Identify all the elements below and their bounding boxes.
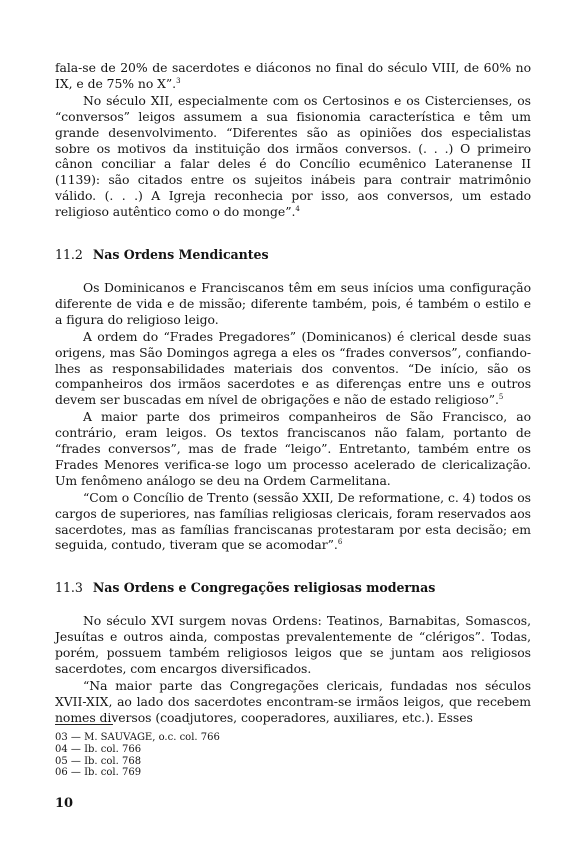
paragraph xyxy=(55,409,531,489)
paragraph-text: fala-se de 20% de sacerdotes e diáconos no final do século VIII, de 60% no IX, e de 75% no X”. xyxy=(55,60,531,91)
paragraph xyxy=(55,280,531,328)
paragraph-text: A ordem do “Frades Pregadores” (Dominicanos) é clerical desde suas origens, mas São Domingos agrega a eles os “frades conversos”, confiando-lhes as responsabilidades materiais dos conventos. “De início, são os companheiros dos irmãos sacerdotes e as diferenças entre uns e outros devem ser buscadas em nível de obrigações e não de estado religioso”. xyxy=(55,328,531,408)
section-heading xyxy=(55,247,531,263)
section-heading xyxy=(55,580,531,596)
paragraph xyxy=(55,490,531,554)
page-number: 10 xyxy=(55,796,74,811)
paragraph xyxy=(55,329,531,409)
footnote: 04 — Ib. col. 766 xyxy=(55,743,142,755)
section-number: 11.2 xyxy=(55,247,83,263)
main-text xyxy=(55,60,531,726)
paragraph-text: A maior parte dos primeiros companheiros de São Francisco, ao contrário, eram leigos. Os textos franciscanos não falam, portanto de “frades conversos”, mas de frade “leigo”. Entretanto, também entre os Frades Menores verifica-se logo um processo acelerado de clericalização. Um fenômeno análogo se deu na Ordem Carmelitana. xyxy=(55,409,531,488)
footnote-ref: 5 xyxy=(498,393,504,402)
paragraph xyxy=(55,678,531,726)
paragraph xyxy=(55,93,531,220)
footnote-divider xyxy=(55,724,113,725)
paragraph xyxy=(55,613,531,677)
paragraph-text: No século XVI surgem novas Ordens: Teatinos, Barnabitas, Somascos, Jesuítas e outros ainda, compostas prevalentemente de “clérigos”. Todas, porém, possuem também religiosos leigos que se juntam aos religiosos sacerdotes, com encargos diversificados. xyxy=(55,613,531,676)
footnotes xyxy=(55,732,220,779)
paragraph-text: “Na maior parte das Congregações clericais, fundadas nos séculos XVII-XIX, ao lado dos sacerdotes encontram-se irmãos leigos, que recebem nomes diversos (coadjutores, cooperadores, auxiliares, etc.). Esses xyxy=(55,677,531,725)
paragraph-text: No século XII, especialmente com os Certosinos e os Cistercienses, os “conversos” leigos assumem a sua fisionomia característica e têm um grande desenvolvimento. “Diferentes são as opiniões dos especialistas sobre os motivos da instituição dos irmãos conversos. (. . .) O primeiro cânon conciliar a falar deles é do Concílio ecumênico Lateranense II (1139): são citados entre os sujeitos inábeis para contrair matrimônio válido. (. . .) A Igreja reconhecia por isso, aos conversos, um estado religioso autêntico como o do monge”. xyxy=(55,92,531,220)
paragraph-text: Os Dominicanos e Franciscanos têm em seus inícios uma configuração diferente de vida e de missão; diferente também, pois, é também o estilo e a figura do religioso leigo. xyxy=(55,279,531,327)
footnote-ref: 4 xyxy=(295,205,300,214)
section-number: 11.3 xyxy=(55,580,83,596)
footnote: 06 — Ib. col. 769 xyxy=(55,767,142,779)
footnote: 03 — M. SAUVAGE, o.c. col. 766 xyxy=(55,732,220,743)
paragraph-text: “Com o Concílio de Trento (sessão XXII, De reformatione, c. 4) todos os cargos de superiores, nas famílias religiosas clericais, foram reservados aos sacerdotes, mas as famílias franciscanas protestaram por esta decisão; em seguida, contudo, tiveram que se acomodar”. xyxy=(55,489,531,553)
paragraph xyxy=(55,60,531,92)
section-title: Nas Ordens e Congregações religiosas modernas xyxy=(92,580,436,596)
footnote-ref: 6 xyxy=(337,538,343,547)
section-title: Nas Ordens Mendicantes xyxy=(92,247,269,263)
footnote-ref: 3 xyxy=(176,76,181,85)
footnote: 05 — Ib. col. 768 xyxy=(55,755,142,767)
